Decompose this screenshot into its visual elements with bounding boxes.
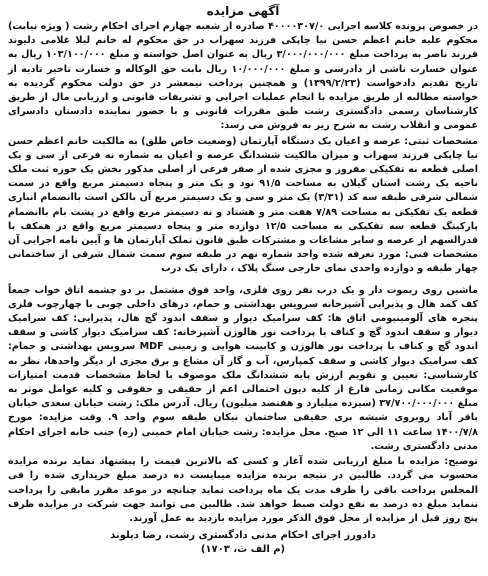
notice-intro: در خصوص پرونده کلاسه اجرایی ۴۰۰۰۰۳۰۷/۰ صادره از شعبه چهارم اجرای احکام رشت ( ویژه نیابت) محکوم علیه خانم اعظم حسن نیا چاپکی فرزند سهراب در حق محکوم له خانم لیلا غلامی دلیوند فرزند ناصر به پرداخت مبلغ ۳/۰۰۰/۰۰۰/۰۰۰ ریال به عنوان اصل خواسته و مبلغ ۱۰۳/۱۰۰/۰۰۰ ریال به عنوان خسارت ناشی از دادرسی و مبلغ ۱۰/۰۰۰/۰۰۰ ریال بابت حق الوکاله و خسارت تاخیر تادیه از تاریخ تقدیم دادخواست (۱۳۹۹/۲/۲۳) و همچنین پرداخت نیمعشر در حق دولت محکوم گردیده به خواسته مطالبه از طریق مزایده با انجام عملیات اجرایی و تشریفات قانونی و ارزیابی مال از طریق کارشناسان رسمی دادگستری رشت طبق مقررات قانونی و با حضور نماینده دادستان دادسرای عمومی و انقلاب رشت به شرح زیر به فروش می رسد: (8, 21, 479, 132)
auction-terms: توضیح: مزایده با مبلغ ارزیابی شده آغاز و کسی که بالاترین قیمت را پیشنهاد نماید برنده مزایده محسوب می گردد. طالبین در نتیجه برنده مزایده میبایست ده درصد مبلغ خریداری شده را فی المجلس پرداخت باقی را ظرف مدت یک ماه پرداخت نماید چنانچه در موعد مقرر مابقی را پرداخت ننماید مبلغ ده درصد به نفع دولت ضبط خواهد شد. طالبین می توانند جهت شرکت در مزایده ظرف پنج روز قبل از مزایده از محل فوق الذکر مورد مزایده بازدید به عمل آورند. (8, 456, 478, 524)
notice-title: آگهی مزایده (206, 4, 280, 18)
reference-code: (م الف ث، ۱۷۰۳) (200, 544, 286, 556)
registration-specs: مشخصات ثبتی: عرصه و اعیان یک دستگاه آپارتمان (وضعیت خاص طلق) به مالکیت خانم اعظم حسن نیا چاپکی فرزند سهراب و میزان مالکیت ششدانگ عرصه و اعیان به شماره نه فرعی از سی و یک اصلی قطعه نه تفکیکی مفروز و مجزی شده از صفر فرعی از اصلی مذکور بخش یک حوزه ثبت ملک ناحیه یک رشت استان گیلان به مساحت ۹۱/۵ نود و یک متر و پنجاه دسیمتر مربع واقع در سمت شمالی شرقی طبقه سه کد (۳/۳۱) یک متر و سی و یک دسیمتر مربع آن بالکن است باانضمام انباری قطعه یک تفکیکی به مساحت ۷/۸۹ هفت متر و هشتاد و نه دسیمتر مربع واقع در پشت بام باانضمام پارکینگ قطعه سه تفکیکی به مساحت ۱۲/۵ دوازده متر و پنجاه دسیمتر مربع واقع در همکف با قدرالسهم از عرصه و سایر مشاعات و مشترکات طبق قانون تملک آپارتمان ها و آیین نامه اجرایی آن مشخصات فنی: مورد تعرفه شده واحد شماره نهم در طبقه سوم سمت شمال شرقی از ساختمانی چهار طبقه و دوازده واحدی نمای خارجی سنگ پلاک ، دارای یک درب (8, 135, 479, 275)
technical-details: ماشین روی ریموت دار و یک درب نفر روی فلزی، واحد فوق مشتمل بر دو چشمه اتاق خواب جمعاً کف کمد هال و پذیرایی آشپزخانه سرویس بهداشتی و حمام، درهای داخلی چوبی با چهارچوب فلزی پنجره های آلومینیومی اتاق ها: کف سرامیک دیوار و سقف اندود گچ هال، پذیرایی: کف سرامیک دیوار و سقف اندود گچ و کناف با پرداخت نور هالوژن آشپزخانه: کف سرامیک دیوار کاشی و سقف اندود گچ و کناف با پرداخت نور هالوژن و کابینت هوایی و زمینی MDF سرویس بهداشتی و حمام: کف سرامیک دیوار کاشی و سقف کمپارس، آب و گاز آن مشاع و برق مجزی از دیگر واحدها، نظر به کارشناسی: تعیین و تقویم ارزش پایه ششدانگ ملک موصوف با لحاظ مشخصات قدمت امتیازات موقعیت مکانی زمانی فارغ از کلیه دیون احتمالی اعم از حقیقی و حقوقی و کلیه عوامل موثر به مبلغ ۳۷/۷۰۰/۰۰۰/۰۰۰ (سیزده میلیارد و هفتصد میلیون) ریال. آدرس ملک: رشت خیابان سعدی خیابان باقر آباد روبروی شیشه بری حقیقی ساختمان نیکان طبقه سوم واحد ۹. وقت مزایده: مورخ ۱۴۰۰/۷/۸ ساعت ۱۱ الی ۱۲ صبح. محل مزایده: رشت خیابان امام خمینی (ره) جنب خانه اجرای احکام مدنی دادگستری رشت. (8, 284, 479, 452)
signature-line: دادورز اجرای احکام مدنی دادگستری رشت، رضا دیلوند (110, 530, 376, 542)
